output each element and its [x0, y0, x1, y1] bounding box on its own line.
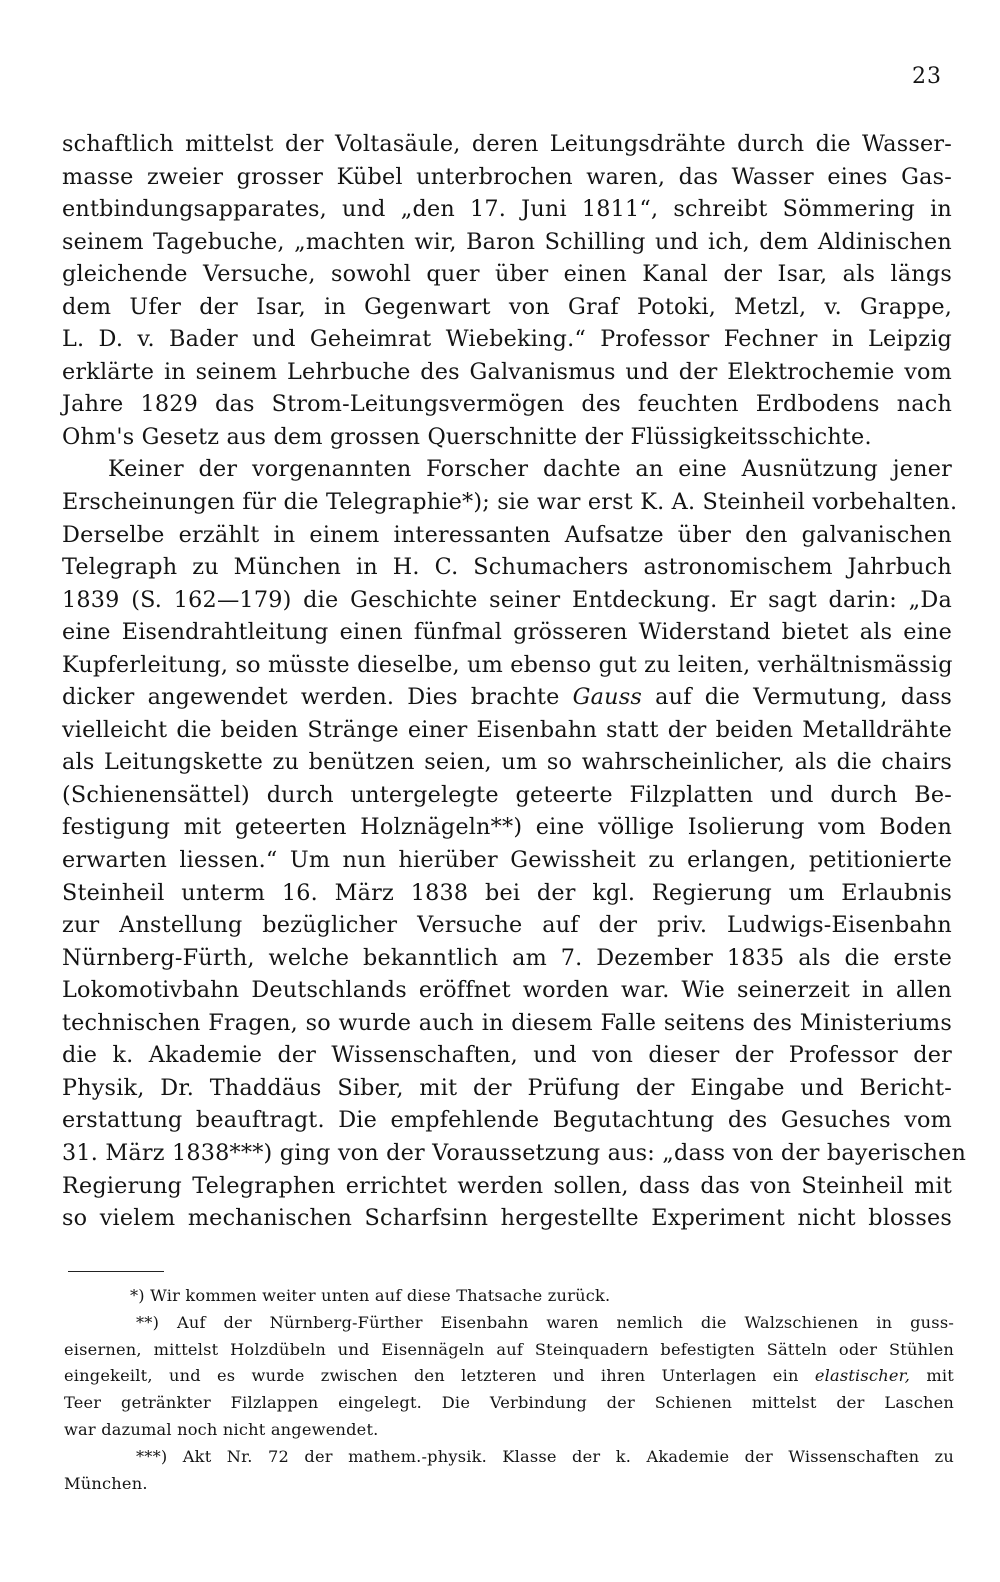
text-line: masse zweier grosser Kübel unterbrochen waren, das Wasser eines Gas- — [62, 163, 952, 190]
footnote-2-line: eisernen, mittelst Holzdübeln und Eisennägeln auf Steinquadern befestigten Sätteln oder Stühlen — [64, 1339, 954, 1359]
text-line: Nürnberg-Fürth, welche bekanntlich am 7. Dezember 1835 als die erste — [62, 944, 952, 971]
footnote-divider — [68, 1271, 164, 1272]
text-line: dem Ufer der Isar, in Gegenwart von Graf Potoki, Metzl, v. Grappe, — [62, 293, 952, 320]
main-text — [62, 128, 967, 1235]
text-line: 31. März 1838***) ging von der Voraussetzung aus: „dass von der bayerischen — [62, 1139, 967, 1166]
text-line: erklärte in seinem Lehrbuche des Galvanismus und der Elektrochemie vom — [62, 358, 952, 385]
paragraph-start-line: Keiner der vorgenannten Forscher dachte an eine Ausnützung jener — [108, 456, 952, 483]
text-line: die k. Akademie der Wissenschaften, und von dieser der Professor der — [62, 1042, 952, 1069]
text-segment: dicker angewendet werden. Dies brachte — [62, 684, 560, 711]
text-line: (Schienensättel) durch untergelegte geteerte Filzplatten und durch Be- — [62, 781, 952, 808]
text-line: zur Anstellung bezüglicher Versuche auf der priv. Ludwigs-Eisenbahn — [62, 912, 952, 939]
text-line: schaftlich mittelst der Voltasäule, deren Leitungsdrähte durch die Wasser- — [62, 131, 952, 157]
footnote-2-line: **) Auf der Nürnberg-Fürther Eisenbahn waren nemlich die Walzschienen in guss- — [136, 1312, 954, 1332]
text-line: eine Eisendrahtleitung einen fünfmal grösseren Widerstand bietet als eine — [62, 619, 952, 646]
text-line: entbindungsapparates, und „den 17. Juni 1811“, schreibt Sömmering in — [62, 196, 952, 223]
text-line: Regierung Telegraphen errichtet werden sollen, dass das von Steinheil mit — [62, 1172, 952, 1199]
text-line: erwarten liessen.“ Um nun hierüber Gewissheit zu erlangen, petitionierte — [62, 847, 952, 874]
text-line: Erscheinungen für die Telegraphie*); sie war erst K. A. Steinheil vorbehalten. — [62, 489, 958, 516]
footnote-2-line: war dazumal noch nicht angewendet. — [64, 1419, 379, 1439]
text-line: Physik, Dr. Thaddäus Siber, mit der Prüfung der Eingabe und Bericht- — [62, 1074, 952, 1101]
text-line: L. D. v. Bader und Geheimrat Wiebeking.“ Professor Fechner in Leipzig — [62, 326, 952, 353]
text-line: Steinheil unterm 16. März 1838 bei der kgl. Regierung um Erlaubnis — [62, 879, 952, 906]
text-line: erstattung beauftragt. Die empfehlende Begutachtung des Gesuches vom — [62, 1107, 952, 1134]
footnote-3-line: ***) Akt Nr. 72 der mathem.-physik. Klasse der k. Akademie der Wissenschaften zu — [136, 1446, 954, 1466]
footnote-1: *) Wir kommen weiter unten auf diese Thatsache zurück. — [130, 1286, 611, 1305]
text-segment: mit — [910, 1366, 954, 1386]
text-line: Lokomotivbahn Deutschlands eröffnet worden war. Wie seinerzeit in allen — [62, 977, 952, 1004]
text-line: festigung mit geteerten Holznägeln**) eine völlige Isolierung vom Boden — [62, 814, 952, 841]
footnote-3-line: München. — [64, 1473, 148, 1493]
text-segment: auf die Vermutung, dass — [642, 684, 952, 711]
italic-word-elastischer: elastischer, — [814, 1366, 911, 1386]
text-line: 1839 (S. 162—179) die Geschichte seiner Entdeckung. Er sagt darin: „Da — [62, 586, 952, 613]
text-line: vielleicht die beiden Stränge einer Eisenbahn statt der beiden Metalldrähte — [62, 716, 952, 743]
text-line: Jahre 1829 das Strom-Leitungsvermögen des feuchten Erdbodens nach — [62, 391, 952, 418]
text-segment: eingekeilt, und es wurde zwischen den letzteren und ihren Unterlagen ein — [64, 1366, 799, 1386]
italic-name-gauss: Gauss — [572, 684, 643, 711]
text-line: so vielem mechanischen Scharfsinn hergestellte Experiment nicht blosses — [62, 1205, 952, 1232]
text-line: gleichende Versuche, sowohl quer über einen Kanal der Isar, als längs — [62, 261, 952, 288]
text-line: Kupferleitung, so müsste dieselbe, um ebenso gut zu leiten, verhältnismässig — [62, 651, 953, 678]
footnotes — [64, 1283, 954, 1497]
text-line: als Leitungskette zu benützen seien, um so wahrscheinlicher, als die chairs — [62, 749, 952, 776]
footnote-2-line: Teer getränkter Filzlappen eingelegt. Die Verbindung der Schienen mittelst der Laschen — [64, 1393, 954, 1413]
page-number: 23 — [912, 64, 942, 89]
text-line: technischen Fragen, so wurde auch in diesem Falle seitens des Ministeriums — [62, 1009, 952, 1036]
footnote-2-line-with-italic — [64, 1363, 954, 1390]
text-line: Derselbe erzählt in einem interessanten Aufsatze über den galvanischen — [62, 521, 952, 548]
text-line: Telegraph zu München in H. C. Schumachers astronomischem Jahrbuch — [62, 554, 952, 581]
text-line-with-italic — [62, 681, 952, 714]
text-line: Ohm's Gesetz aus dem grossen Querschnitte der Flüssigkeitsschichte. — [62, 423, 872, 450]
text-line: seinem Tagebuche, „machten wir, Baron Schilling und ich, dem Aldinischen — [62, 228, 952, 255]
